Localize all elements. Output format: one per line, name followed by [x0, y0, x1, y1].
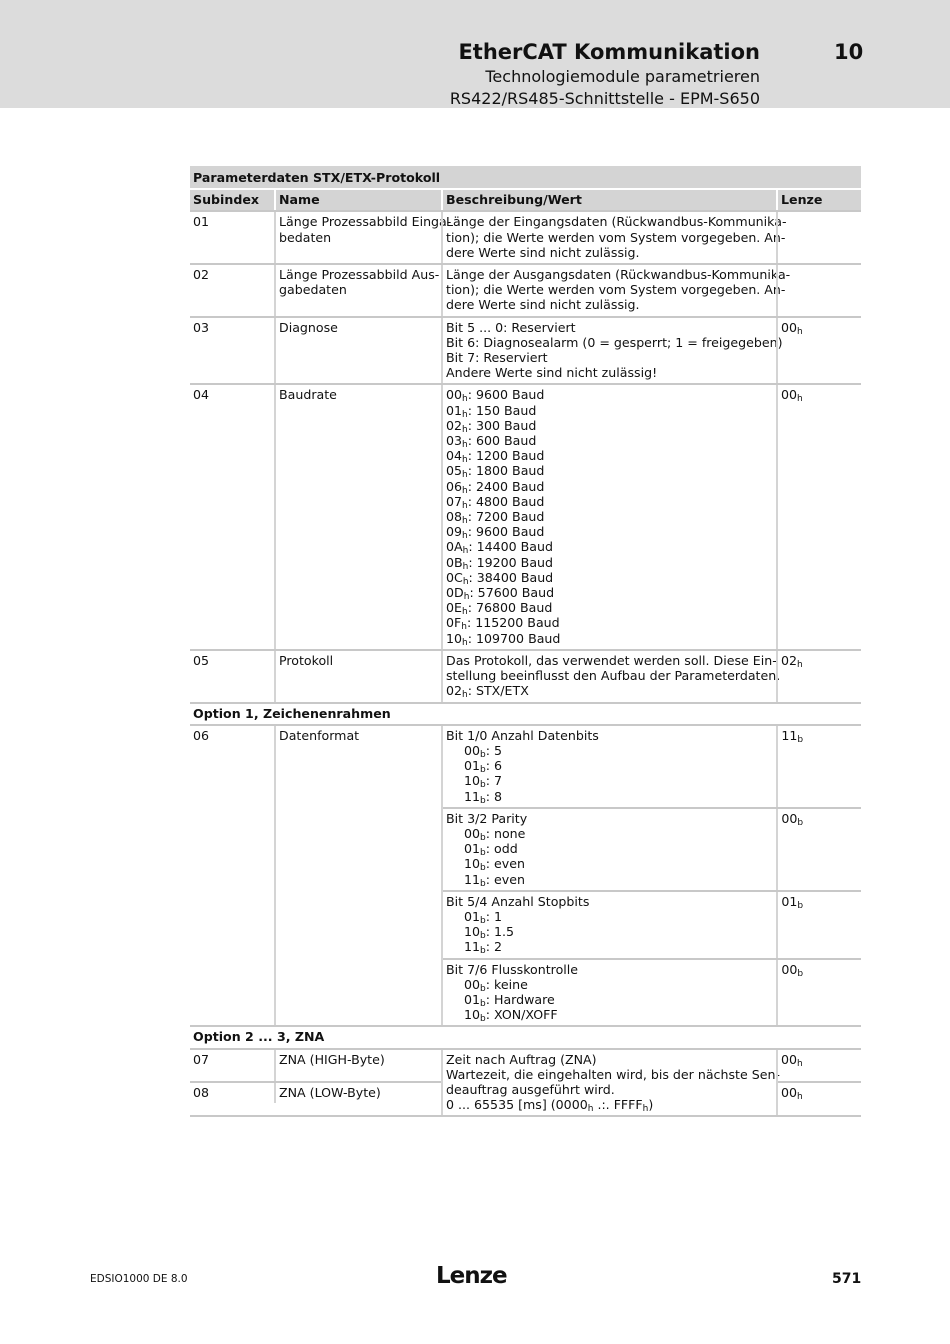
desc-line: Bit 5 ... 0: Reserviert	[446, 319, 576, 335]
bit-group	[443, 726, 861, 809]
bit-text: : 8	[485, 788, 503, 804]
name-line: gabedaten	[279, 282, 347, 298]
lenze-suffix: b	[797, 968, 804, 979]
range-text: 0 ... 65535 [ms] (0000	[446, 1097, 588, 1113]
bit-suffix: b	[480, 931, 486, 942]
range-text: .:. FFFF	[593, 1097, 643, 1113]
baud-option	[446, 539, 773, 557]
baud-code: 0D	[446, 585, 464, 601]
baud-code: 03	[446, 433, 463, 449]
baud-text: : 38400 Baud	[468, 569, 554, 585]
bit-code: 00	[464, 825, 481, 841]
bit-suffix: b	[480, 983, 486, 994]
baud-suffix: h	[462, 516, 468, 527]
bit-group-head: Bit 7/6 Flusskontrolle	[446, 961, 579, 977]
bit-group	[443, 809, 861, 892]
bit-text: : Hardware	[485, 991, 555, 1007]
desc-line: dere Werte sind nicht zulässig.	[446, 244, 640, 260]
cell-name: Diagnose	[274, 318, 441, 384]
table-row	[190, 651, 861, 704]
bit-suffix: b	[480, 832, 486, 843]
bit-code: 01	[464, 991, 481, 1007]
range-text: )	[648, 1097, 654, 1113]
cell-lenze	[776, 809, 861, 890]
cell-description	[441, 265, 791, 316]
baud-code: 08	[446, 509, 463, 525]
baud-text: : 9600 Baud	[467, 387, 545, 403]
lenze-suffix: b	[797, 734, 804, 745]
cell-subindex: 05	[193, 652, 210, 668]
lenze-suffix: h	[797, 394, 803, 405]
bit-group	[443, 892, 861, 960]
bit-option	[446, 939, 773, 957]
baud-option	[446, 570, 773, 585]
baud-code: 0A	[446, 539, 463, 555]
bit-group-head: Bit 5/4 Anzahl Stopbits	[446, 893, 590, 909]
section-option-1: Option 1, Zeichenenrahmen	[190, 704, 861, 726]
lenze-suffix: b	[797, 817, 804, 828]
baud-option	[446, 585, 773, 603]
header-title: EtherCAT Kommunikation	[458, 40, 760, 64]
bit-code: 10	[464, 1007, 481, 1023]
chapter-number: 10	[834, 40, 864, 64]
cell-lenze	[778, 1050, 861, 1083]
bit-text: : 6	[485, 758, 503, 774]
lenze-value: 00	[781, 810, 798, 826]
baud-text: : 9600 Baud	[467, 524, 545, 540]
bit-group-description	[443, 892, 776, 958]
bit-code: 10	[464, 924, 481, 940]
lenze-value: 00	[781, 961, 798, 977]
bit-suffix: b	[480, 863, 486, 874]
cell-name: Protokoll	[274, 651, 441, 702]
baud-code: 0F	[446, 615, 462, 631]
baud-text: : 7200 Baud	[467, 509, 545, 525]
baud-suffix: h	[462, 485, 468, 496]
bit-suffix: b	[480, 946, 486, 957]
bit-option	[446, 743, 773, 758]
baud-text: : 300 Baud	[467, 417, 537, 433]
cell-description	[441, 318, 783, 384]
table-row	[190, 385, 861, 650]
table-row	[190, 212, 861, 265]
baud-code: 09	[446, 524, 463, 540]
baud-text: : 150 Baud	[467, 402, 537, 418]
baud-option	[446, 494, 773, 509]
desc-line: Zeit nach Auftrag (ZNA)	[446, 1051, 597, 1067]
bit-option	[446, 992, 773, 1007]
bit-suffix: b	[480, 795, 486, 806]
bit-option	[446, 773, 773, 791]
cell-lenze	[776, 960, 861, 1026]
bit-option	[446, 1007, 773, 1025]
baud-suffix: h	[462, 440, 468, 451]
desc-line: stellung beeinflusst den Aufbau der Parameterdaten.	[446, 668, 781, 684]
baud-option	[446, 509, 773, 527]
cell-name: Baudrate	[274, 385, 441, 648]
baud-suffix: h	[462, 546, 469, 557]
bit-option	[446, 977, 773, 992]
cell-name	[274, 265, 441, 316]
baud-option	[446, 479, 773, 494]
bit-code: 01	[464, 841, 481, 857]
baud-option	[446, 448, 773, 466]
cell-lenze	[776, 318, 861, 384]
name-line: bedaten	[279, 229, 332, 245]
bit-code: 11	[464, 788, 481, 804]
col-header-lenze: Lenze	[776, 190, 861, 210]
cell-subindex: 03	[193, 319, 210, 335]
desc-line: Das Protokoll, das verwendet werden soll. Diese Ein-	[446, 652, 777, 668]
table-row	[190, 1050, 441, 1083]
bit-suffix: b	[480, 878, 486, 889]
desc-line	[446, 1097, 773, 1115]
cell-description	[441, 212, 787, 263]
baud-code: 06	[446, 478, 463, 494]
lenze-suffix: h	[797, 1091, 803, 1102]
baud-text: : 19200 Baud	[468, 554, 554, 570]
desc-line: deauftrag ausgeführt wird.	[446, 1081, 615, 1097]
cell-groups	[441, 726, 861, 1026]
lenze-logo: Lenze	[436, 1263, 507, 1289]
bit-suffix: b	[480, 765, 486, 776]
bit-option	[446, 826, 773, 841]
lenze-value: 00	[781, 1084, 798, 1100]
bit-code: 10	[464, 773, 481, 789]
bit-group-description	[443, 960, 776, 1026]
bit-text: : keine	[485, 976, 528, 992]
bit-text: : 5	[485, 742, 503, 758]
bit-code: 10	[464, 856, 481, 872]
baud-text: : 600 Baud	[467, 433, 537, 449]
baud-suffix: h	[462, 470, 468, 481]
baud-text: : 1800 Baud	[467, 463, 545, 479]
section-option-2: Option 2 ... 3, ZNA	[190, 1027, 861, 1049]
baud-suffix: h	[462, 424, 468, 435]
baud-suffix: h	[461, 622, 467, 633]
bit-option	[446, 909, 773, 924]
zna-left	[190, 1050, 441, 1116]
baud-code: 04	[446, 448, 463, 464]
bit-code: 01	[464, 758, 481, 774]
cell-subindex: 04	[193, 387, 210, 403]
baud-text: : 109700 Baud	[467, 630, 561, 646]
bit-code: 11	[464, 871, 481, 887]
baud-option	[446, 524, 773, 542]
cell-description	[441, 1050, 780, 1116]
cell-lenze	[776, 726, 861, 807]
page-number: 571	[832, 1271, 862, 1287]
cell-name	[274, 212, 452, 263]
bit-group-description	[443, 809, 776, 890]
baud-option	[446, 631, 773, 646]
zna-lenze	[776, 1050, 861, 1116]
lenze-value: 00	[781, 387, 798, 403]
bit-option	[446, 924, 773, 942]
name-line: Länge Prozessabbild Einga-	[279, 214, 452, 230]
parameter-table	[190, 166, 861, 1117]
baud-code: 0C	[446, 569, 463, 585]
cell-subindex: 01	[193, 214, 210, 230]
cell-subindex: 08	[193, 1084, 210, 1100]
bit-text: : even	[485, 856, 525, 872]
table-row	[190, 1083, 441, 1103]
bit-suffix: b	[480, 749, 486, 760]
table-row	[190, 318, 861, 386]
bit-text: : 7	[485, 773, 503, 789]
bit-option	[446, 841, 773, 859]
baud-suffix: h	[462, 561, 469, 572]
bit-suffix: b	[480, 1014, 486, 1025]
table-row	[190, 265, 861, 318]
bit-text: : 1	[485, 908, 503, 924]
cell-subindex: 06	[193, 727, 210, 743]
cell-description	[441, 385, 776, 648]
bit-option	[446, 789, 773, 804]
range-suffix: h	[642, 1104, 649, 1115]
baud-suffix: h	[462, 500, 468, 511]
value-text: : STX/ETX	[467, 683, 529, 699]
value-code: 02	[446, 683, 463, 699]
desc-line: Länge der Ausgangsdaten (Rückwandbus-Kommunika-	[446, 267, 791, 283]
page-header	[0, 0, 950, 108]
bit-option	[446, 758, 773, 776]
name-line: Länge Prozessabbild Aus-	[279, 267, 440, 283]
header-subtitle-1: Technologiemodule parametrieren	[485, 67, 760, 86]
bit-text: : odd	[485, 841, 518, 857]
baud-suffix: h	[462, 576, 469, 587]
lenze-value: 02	[781, 652, 798, 668]
desc-line: tion); die Werte werden vom System vorgegeben. An-	[446, 282, 786, 298]
baud-code: 01	[446, 402, 463, 418]
lenze-suffix: h	[797, 326, 803, 337]
baud-option	[446, 403, 773, 418]
baud-suffix: h	[462, 637, 468, 648]
baud-text: : 115200 Baud	[466, 615, 560, 631]
bit-group-description	[443, 726, 776, 807]
baud-option	[446, 600, 773, 618]
header-subtitle-2: RS422/RS485-Schnittstelle - EPM-S650	[449, 89, 760, 108]
baud-code: 02	[446, 417, 463, 433]
desc-line: Länge der Eingangsdaten (Rückwandbus-Kommunika-	[446, 214, 787, 230]
baud-code: 07	[446, 493, 463, 509]
cell-lenze	[776, 265, 861, 316]
baud-option	[446, 463, 773, 481]
baud-text: : 2400 Baud	[467, 478, 545, 494]
desc-line: dere Werte sind nicht zulässig.	[446, 297, 640, 313]
bit-text: : none	[485, 825, 526, 841]
bit-text: : even	[485, 871, 525, 887]
bit-code: 11	[464, 939, 481, 955]
baud-suffix: h	[462, 409, 468, 420]
baud-text: : 14400 Baud	[468, 539, 554, 555]
table-header-row	[190, 190, 861, 212]
baud-option	[446, 418, 773, 433]
desc-line: Bit 7: Reserviert	[446, 350, 548, 366]
cell-name: Datenformat	[274, 726, 441, 1026]
cell-subindex: 02	[193, 267, 210, 283]
value-suffix: h	[462, 690, 468, 701]
baud-code: 0E	[446, 600, 462, 616]
baud-text: : 4800 Baud	[467, 493, 545, 509]
baud-suffix: h	[462, 455, 468, 466]
desc-line: Andere Werte sind nicht zulässig!	[446, 365, 658, 381]
baud-suffix: h	[462, 531, 468, 542]
baud-text: : 76800 Baud	[467, 600, 553, 616]
bit-suffix: b	[480, 780, 486, 791]
baud-code: 05	[446, 463, 463, 479]
bit-group-head: Bit 3/2 Parity	[446, 810, 528, 826]
bit-group-head: Bit 1/0 Anzahl Datenbits	[446, 727, 599, 743]
desc-line: Wartezeit, die eingehalten wird, bis der nächste Sen-	[446, 1066, 780, 1082]
desc-line	[446, 683, 773, 701]
col-header-subindex: Subindex	[193, 192, 260, 208]
bit-text: : 2	[485, 939, 503, 955]
lenze-value: 01	[781, 893, 798, 909]
bit-code: 00	[464, 976, 481, 992]
baud-suffix: h	[462, 394, 468, 405]
desc-line: tion); die Werte werden vom System vorgegeben. An-	[446, 229, 786, 245]
lenze-value: 00	[781, 319, 798, 335]
cell-lenze	[776, 892, 861, 958]
bit-suffix: b	[480, 998, 486, 1009]
range-suffix: h	[587, 1104, 594, 1115]
cell-lenze	[776, 651, 861, 702]
bit-option	[446, 872, 773, 887]
cell-lenze	[776, 385, 861, 648]
lenze-value: 11	[781, 727, 798, 743]
baud-code: 0B	[446, 554, 463, 570]
table-row-group-zna	[190, 1050, 861, 1118]
bit-suffix: b	[480, 848, 486, 859]
cell-name: ZNA (LOW-Byte)	[274, 1083, 441, 1103]
lenze-value: 00	[781, 1051, 798, 1067]
bit-code: 01	[464, 908, 481, 924]
baud-code: 00	[446, 387, 463, 403]
bit-group	[443, 960, 861, 1026]
baud-option	[446, 555, 773, 570]
bit-code: 00	[464, 742, 481, 758]
cell-description	[441, 651, 781, 702]
document-id: EDSIO1000 DE 8.0	[90, 1273, 188, 1285]
table-title: Parameterdaten STX/ETX-Protokoll	[190, 166, 861, 190]
cell-name: ZNA (HIGH-Byte)	[274, 1050, 441, 1081]
lenze-suffix: h	[797, 659, 803, 670]
baud-text: : 57600 Baud	[469, 585, 555, 601]
cell-lenze	[776, 212, 861, 263]
col-header-name: Name	[274, 190, 441, 210]
desc-line: Bit 6: Diagnosealarm (0 = gesperrt; 1 = freigegeben)	[446, 334, 783, 350]
baud-option	[446, 615, 773, 633]
lenze-suffix: h	[797, 1058, 803, 1069]
baud-option	[446, 433, 773, 451]
baud-option	[446, 387, 773, 405]
table-row	[190, 726, 861, 1028]
bit-text: : 1.5	[485, 924, 515, 940]
col-header-description: Beschreibung/Wert	[441, 190, 776, 210]
baud-text: : 1200 Baud	[467, 448, 545, 464]
cell-subindex: 07	[193, 1051, 210, 1067]
lenze-suffix: b	[797, 900, 804, 911]
baud-suffix: h	[463, 592, 470, 603]
bit-suffix: b	[480, 915, 486, 926]
baud-suffix: h	[461, 607, 468, 618]
bit-text: : XON/XOFF	[485, 1007, 558, 1023]
baud-code: 10	[446, 630, 463, 646]
bit-option	[446, 856, 773, 874]
cell-lenze	[778, 1083, 861, 1103]
